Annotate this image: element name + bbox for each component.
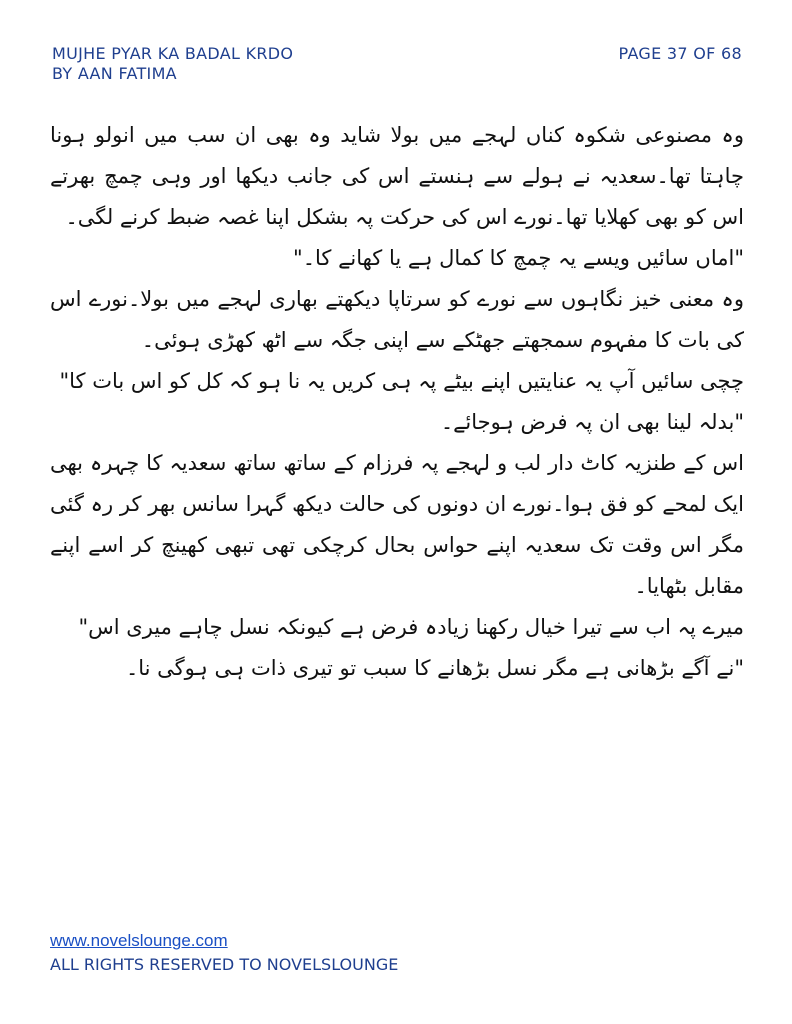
paragraph: "بدلہ لینا بھی ان پہ فرض ہوجائے۔	[440, 410, 744, 434]
novel-body	[50, 115, 744, 689]
paragraph: "نے آگے بڑھانی ہے مگر نسل بڑھانے کا سبب تو تیری ذات ہی ہوگی نا۔	[125, 656, 744, 680]
author-name: BY AAN FATIMA	[52, 64, 177, 83]
paragraph: میرے پہ اب سے تیرا خیال رکھنا زیادہ فرض ہے کیونکہ نسل چاہے میری اس"	[78, 615, 744, 639]
paragraph: وہ مصنوعی شکوہ کناں لہجے میں بولا شاید وہ بھی ان سب میں انولو ہونا چاہتا تھا۔سعدیہ نے ہولے سے ہنستے اس کی جانب دیکھا اور وہی چمچ بھرتے اس کو بھی کھلایا تھا۔نورے اس کی حرکت پہ بشکل اپنا غصہ ضبط کرنے لگی۔	[50, 123, 744, 229]
paragraph: چچی سائیں آپ یہ عنایتیں اپنے بیٹے پہ ہی کریں یہ نا ہو کہ کل کو اس بات کا"	[59, 369, 744, 393]
page-number: PAGE 37 OF 68	[618, 44, 742, 63]
paragraph: وہ معنی خیز نگاہوں سے نورے کو سرتاپا دیکھتے بھاری لہجے میں بولا۔نورے اس کی بات کا مفہوم سمجھتے جھٹکے سے اپنی جگہ سے اٹھ کھڑی ہوئی۔	[50, 287, 744, 352]
rights-notice: ALL RIGHTS RESERVED TO NOVELSLOUNGE	[50, 955, 399, 974]
paragraph: اس کے طنزیہ کاٹ دار لب و لہجے پہ فرزام کے ساتھ ساتھ سعدیہ کا چہرہ بھی ایک لمحے کو فق ہوا۔نورے ان دونوں کی حالت دیکھ گہرا سانس بھر کر رہ گئی مگر اس وقت تک سعدیہ اپنے حواس بحال کرچکی تھی تبھی کھینچ کر اسے اپنے مقابل بٹھایا۔	[50, 451, 744, 598]
novel-title: MUJHE PYAR KA BADAL KRDO	[52, 44, 294, 63]
header-left	[52, 44, 293, 84]
website-link[interactable]: www.novelslounge.com	[50, 931, 228, 950]
footer	[50, 931, 398, 974]
paragraph: "اماں سائیں ویسے یہ چمچ کا کمال ہے یا کھانے کا۔"	[293, 246, 744, 270]
